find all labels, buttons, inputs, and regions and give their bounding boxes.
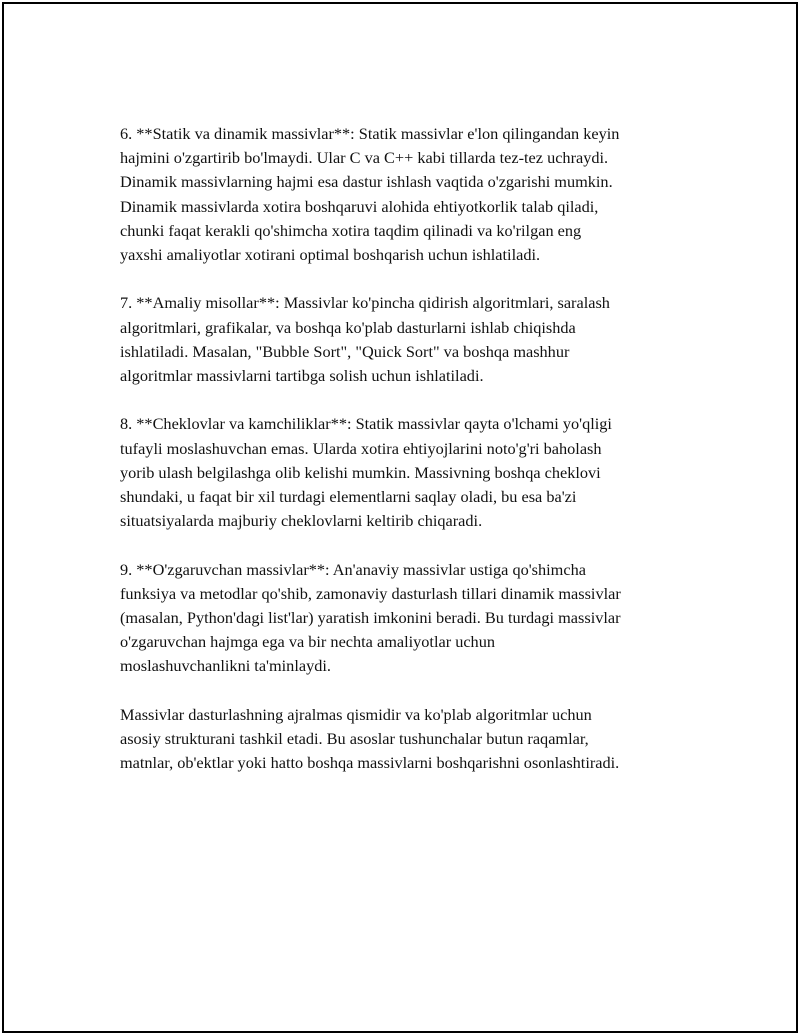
text-line: chunki faqat kerakli qo'shimcha xotira taqdim qilinadi va ko'rilgan eng [120, 220, 582, 240]
text-line: algoritmlari, grafikalar, va boshqa ko'plab dasturlarni ishlab chiqishda [120, 317, 576, 337]
text-line: hajmini o'zgartirib bo'lmaydi. Ular C va C++ kabi tillarda tez-tez uchraydi. [120, 148, 609, 168]
text-line: Dinamik massivlarda xotira boshqaruvi alohida ehtiyotkorlik talab qiladi, [120, 196, 599, 216]
text-line: funksiya va metodlar qo'shib, zamonaviy dasturlash tillari dinamik massivlar [120, 583, 621, 603]
text-line: yaxshi amaliyotlar xotirani optimal boshqarish uchun ishlatiladi. [120, 245, 541, 265]
text-line: tufayli moslashuvchan emas. Ularda xotira ehtiyojlarini noto'g'ri baholash [120, 438, 602, 458]
text-line: algoritmlar massivlarni tartibga solish uchun ishlatiladi. [120, 366, 484, 386]
text-line: shundaki, u faqat bir xil turdagi elementlarni saqlay oladi, bu esa ba'zi [120, 487, 577, 507]
text-line: asosiy strukturani tashkil etadi. Bu asoslar tushunchalar butun raqamlar, [120, 729, 589, 749]
text-line: 9. **O'zgaruvchan massivlar**: An'anaviy massivlar ustiga qo'shimcha [120, 559, 586, 579]
text-line: (masalan, Python'dagi list'lar) yaratish imkonini beradi. Bu turdagi massivlar [120, 608, 621, 628]
text-line: 6. **Statik va dinamik massivlar**: Statik massivlar e'lon qilingandan keyin [120, 124, 620, 143]
paragraph-static-dynamic-arrays [120, 122, 700, 267]
document-body [120, 122, 700, 800]
text-line: Dinamik massivlarning hajmi esa dastur ishlash vaqtida o'zgarishi mumkin. [120, 172, 613, 192]
page-frame [2, 2, 798, 1033]
paragraph-mutable-arrays [120, 558, 700, 679]
text-line: situatsiyalarda majburiy cheklovlarni keltirib chiqaradi. [120, 511, 483, 531]
text-line: matnlar, ob'ektlar yoki hatto boshqa massivlarni boshqarishni osonlashtiradi. [120, 753, 620, 773]
paragraph-conclusion [120, 703, 700, 776]
text-line: yorib ulash belgilashga olib kelishi mumkin. Massivning boshqa cheklovi [120, 462, 601, 482]
paragraph-limitations [120, 412, 700, 533]
paragraph-practical-examples [120, 291, 700, 388]
text-line: 8. **Cheklovlar va kamchiliklar**: Statik massivlar qayta o'lchami yo'qligi [120, 414, 612, 434]
text-line: ishlatiladi. Masalan, "Bubble Sort", "Quick Sort" va boshqa mashhur [120, 341, 570, 361]
text-line: moslashuvchanlikni ta'minlaydi. [120, 656, 331, 676]
text-line: o'zgaruvchan hajmga ega va bir nechta amaliyotlar uchun [120, 632, 495, 652]
text-line: Massivlar dasturlashning ajralmas qismidir va ko'plab algoritmlar uchun [120, 704, 592, 724]
text-line: 7. **Amaliy misollar**: Massivlar ko'pincha qidirish algoritmlari, saralash [120, 293, 610, 313]
